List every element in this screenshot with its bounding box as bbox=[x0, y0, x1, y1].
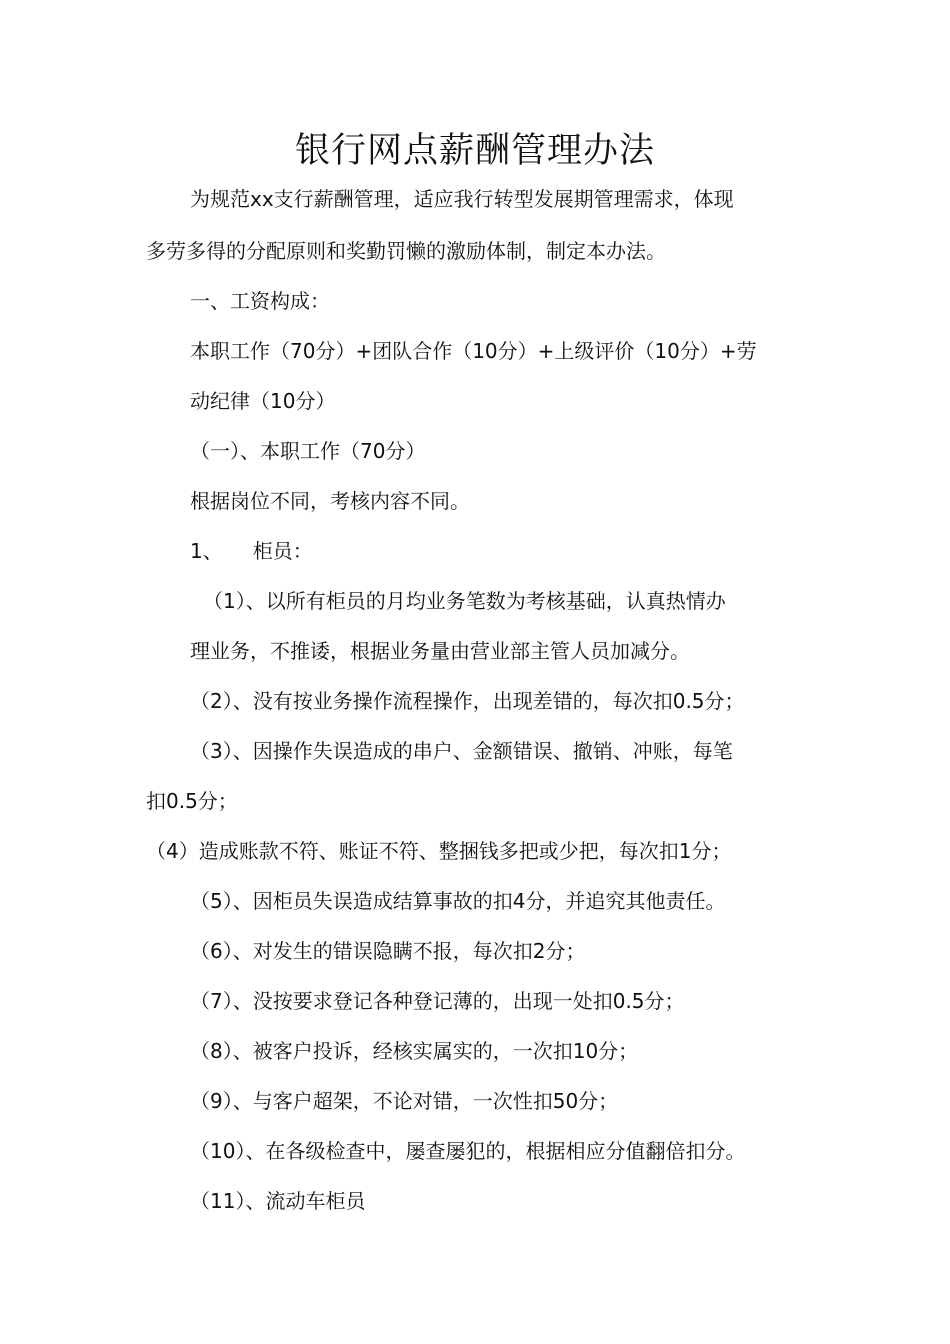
list-heading-label: 柜员： bbox=[252, 539, 313, 563]
rule-item-2: （2）、没有按业务操作流程操作，出现差错的，每次扣0.5分； bbox=[190, 689, 745, 713]
rule-item-8: （8）、被客户投诉，经核实属实的，一次扣10分； bbox=[190, 1039, 639, 1063]
subsection-heading-main-work: （一）、本职工作（70分） bbox=[190, 439, 426, 463]
rule-item-1-line-1: （1）、以所有柜员的月均业务笔数为考核基础，认真热情办 bbox=[203, 589, 726, 613]
rule-item-3-line-2: 扣0.5分； bbox=[146, 789, 238, 813]
paragraph-intro-line-1: 为规范xx支行薪酬管理，适应我行转型发展期管理需求，体现 bbox=[190, 187, 734, 211]
rule-item-3-line-1: （3）、因操作失误造成的串户、金额错误、撤销、冲账，每笔 bbox=[190, 739, 733, 763]
rule-item-9: （9）、与客户超架，不论对错，一次性扣50分； bbox=[190, 1089, 619, 1113]
rule-item-11: （11）、流动车柜员 bbox=[190, 1189, 366, 1213]
rule-item-4: （4）造成账款不符、账证不符、整捆钱多把或少把，每次扣1分； bbox=[146, 839, 732, 863]
section-heading-salary-structure: 一、工资构成： bbox=[190, 289, 330, 313]
rule-item-6: （6）、对发生的错误隐瞒不报，每次扣2分； bbox=[190, 939, 586, 963]
rule-item-7: （7）、没按要求登记各种登记薄的，出现一处扣0.5分； bbox=[190, 989, 685, 1013]
formula-line-1: 本职工作（70分）+团队合作（10分）+上级评价（10分）+劳 bbox=[190, 339, 757, 363]
rule-item-1-line-2: 理业务，不推诿，根据业务量由营业部主管人员加减分。 bbox=[190, 639, 690, 663]
paragraph-assessment-note: 根据岗位不同，考核内容不同。 bbox=[190, 489, 470, 513]
list-number: 1、 bbox=[190, 539, 223, 563]
list-heading-teller bbox=[190, 537, 313, 565]
formula-line-2: 动纪律（10分） bbox=[190, 389, 336, 413]
rule-item-5: （5）、因柜员失误造成结算事故的扣4分，并追究其他责任。 bbox=[190, 889, 726, 913]
paragraph-intro-line-2: 多劳多得的分配原则和奖勤罚懒的激励体制，制定本办法。 bbox=[146, 239, 666, 263]
rule-item-10: （10）、在各级检查中，屡查屡犯的，根据相应分值翻倍扣分。 bbox=[190, 1139, 746, 1163]
document-title: 银行网点薪酬管理办法 bbox=[294, 131, 655, 171]
